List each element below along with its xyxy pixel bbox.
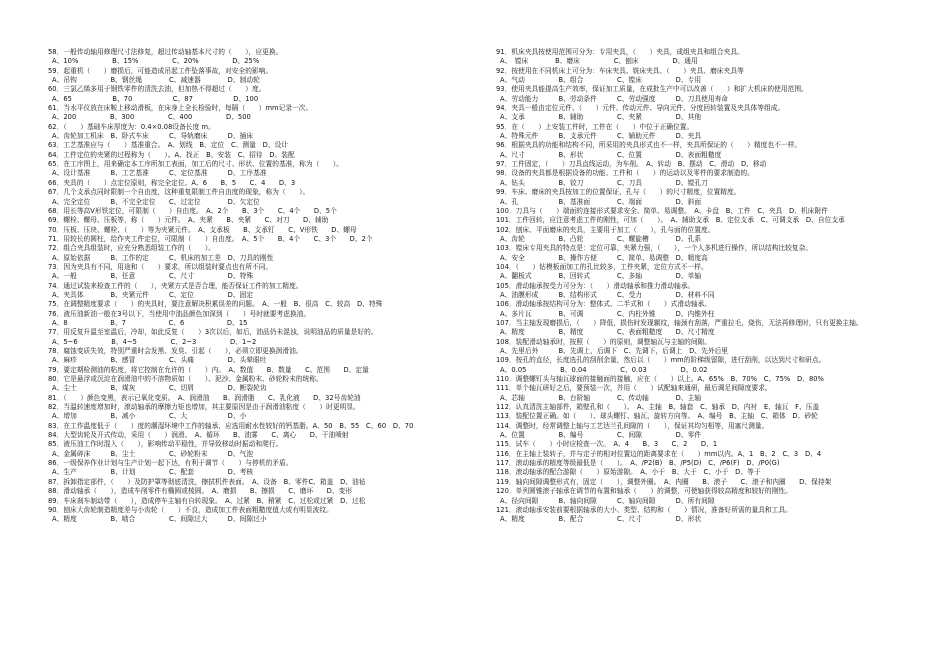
answer-options: A、径向间隙 B、轴向间隙 C、轴向间隙 D、所有间隙: [500, 496, 715, 505]
question-stem: 92．按使用在不同机床上可分为：车床夹具、铣床夹具、（ ）夹具、磨床夹具等: [496, 66, 744, 75]
question-stem: 91．机床夹具按使用范围可分为：专用夹具，（ ）夹具，成组夹具和组合夹具。: [496, 48, 744, 56]
question-stem: 60．三氯乙烯多用于钢铁零件的清洗去油，但加热不得超过（ ）度。: [48, 85, 266, 94]
answer-options: A、吊钩 B、钢丝绳 C、减速器 D、制动轮: [52, 76, 260, 85]
question-stem: 59．起重机（ ）磨损后，可能造成吊起工件坠落事故，对安全的影响。: [48, 66, 273, 75]
question-stem: 119．轴向间隙调整形式有，固定（ ），调整外圈。 A、内圈 B、滚子 C、滚子和内圈 D、保持架: [496, 477, 832, 486]
answer-options: A、精度 B、啮合 C、间隙过大 D、间隙过小: [52, 515, 267, 524]
question-stem: 70．压板、压块、螺栓、（ ）等为夹紧元件。 A、支承板 B、支承钉 C、V形铁 D、螺母: [48, 225, 357, 234]
answer-options: A、精度 B、配合 C、尺寸 D、形状: [500, 515, 702, 524]
question-stem: 98．设备的夹具都是根据设备的功能、工件和（ ）的运动以及零件的要求制造的。: [496, 169, 754, 178]
question-stem: 116．在主轴上装转子，并与定子的相对位置边的距离要求在（ ）mm以内。A、1 B、2 C、3 D、4: [496, 449, 822, 458]
answer-options: A、孔 B、基准面 C、端面 D、斜面: [500, 197, 702, 206]
answer-options: A、65 B、70 C、87 D、100: [52, 94, 259, 103]
question-stem: 78．腐蚀变质失效，特别严重时会发黑、发臭、引起（ ），必须立即更换润滑油。: [48, 347, 303, 355]
question-stem: 99．车床、磨床的夹具按加工的位置保证，孔与（ ）的尺寸精度，位置精度。: [496, 188, 741, 197]
question-stem: 113．装配位置正确。如（ ）、球头螺钉、轴瓦、旋转方向等。 A、编号 B、主轴 C、箱体 D、砂轮: [496, 412, 818, 421]
question-stem: 83．在工作温度低于（ ）度的潮湿环境中工作的轴承，应选用耐水性较好的钙基脂。A、50 B、55 C、60 D、70: [48, 421, 414, 430]
answer-options: A、一般 B、任意 C、尺寸 D、特殊: [52, 272, 254, 281]
question-stem: 88．滑动轴承（ ），造成车削零件有椭圆或棱圆。 A、磨损 B、擦损 C、磨坏 D、变形: [48, 487, 353, 496]
answer-options: A、先里后外 B、先调上，后调下 C、先调下，后调上 D、先外后里: [500, 347, 729, 355]
answer-options: A、200 B、300 C、400 D、500: [52, 113, 251, 122]
question-stem: 76．液压油新油一般在3号以下，当使用中油品颜色加深到（ ）号时就要考虑换油。: [48, 309, 311, 318]
answer-options: A、5~6 B、4~5 C、2~3 D、1~2: [52, 337, 257, 346]
question-stem: 84．大型齿轮及开式传动，采用（ ）润滑。 A、循环 B、油雾 C、离心 D、干油喷射: [48, 431, 349, 440]
question-stem: 64．工件定位的夹紧的过程称为（ ）。A、找正 B、安装 C、招待 D、装配: [48, 150, 295, 159]
question-stem: 85．液压油工作时混入（ ），影响传动平稳性，并导致移动时振动和爬行。: [48, 440, 283, 449]
answer-options: A、尺寸 B、形状 C、位置 D、表面粗糙度: [500, 150, 722, 159]
question-stem: 75．在调整精度要求（ ）的夹具时，要注意解决积累误差的问题。 A、一般 B、很高 C、较高 D、特殊: [48, 300, 383, 309]
answer-options: A、多片瓦 B、可调 C、内柱外锥 D、内锥外柱: [500, 309, 715, 318]
question-stem: 72．组合夹具组装时，应充分熟悉组装工作的（ ）。: [48, 244, 215, 253]
question-stem: 102．刨床、平面磨床的夹具，主要用于加工（ ），孔与面的位置度。: [496, 225, 715, 234]
answer-options: A、特殊元件 B、支承元件 C、辅助元件 D、夹具: [500, 132, 702, 141]
question-stem: 86．一级保养作业计划与生产计划一起下达，有利于调节（ ）与停机的矛盾。: [48, 459, 293, 468]
question-stem: 80．它是悬浮或沉淀在润滑油中的不溶物质如（ ）、泥沙、金属粉末、砂轮粉末的统称。: [48, 375, 323, 384]
question-stem: 103．镗床专用夹具的特点是：定位可靠，夹紧力强，（ ），一个人多机进行操作，所以结构比较复杂。: [496, 244, 813, 253]
answer-options: A、劳动能力 B、劳动条件 C、劳动强度 D、刀具使用寿命: [500, 94, 729, 103]
answer-options: A、生产 B、计划 C、配套 D、考核: [52, 468, 254, 477]
question-stem: 105．滑动轴承按受力可分为：（ ）滑动轴承和推力滑动轴承。: [496, 281, 695, 290]
left-question-column: [48, 48, 468, 525]
question-stem: 96．根据夹具的功能和结构不同，所采用的夹具形式也不一样，夹具所保证的（ ）精度也不一样。: [496, 141, 802, 150]
question-stem: 109．按孔的直径，长度选孔的刮削余量，然后以（ ）mm的阶梯级留隙，进行刮削，以达到尺寸和研点。: [496, 356, 826, 365]
question-stem: 106．滑动轴承按结构可分为：整体式、二半式和（ ）式滑动轴承。: [496, 300, 712, 309]
answer-options: A、气动 B、组合 C、镗床 D、专用: [500, 76, 702, 85]
question-stem: 114．调整时，经常调整上轴与工艺达兰孔间隙的（ ），保证其均匀相等，用塞尺测量。: [496, 421, 769, 430]
question-stem: 77．用反复升温至室温后，冷却，如此反复（ ）3次以后，如后，油品仍未混浊，说明油品的质量是好的。: [48, 328, 378, 337]
answer-options: A、齿轮 B、凸轮 C、螺旋槽 D、孔系: [500, 234, 702, 243]
question-stem: 104．（ ）钻模板面加工的孔比较多，工件夹紧，定位方式不一样。: [496, 262, 708, 271]
right-question-column: [496, 48, 916, 525]
question-stem: 89．车床刹车制动带（ ），造成停车主轴有自转现象。 A、过紧 B、稍紧 C、过松或过紧 D、过松: [48, 496, 366, 505]
question-stem: 118．滚动轴承的配合游隙（ ）原始游隙。 A、小于 B、大于 C、小于 D、等于: [496, 468, 761, 477]
question-stem: 94．夹具一般由定位元件、（ ）元件、传动元件、导向元件、分度回转装置及夹具体等组成。: [496, 104, 785, 113]
question-stem: 79．要定期检测油的粘度，将它控制在允许的（ ）内。 A、数值 B、数量 C、范围 D、定量: [48, 365, 369, 374]
question-stem: 67．几个支承点同时限制一个自由度，这种重复限制工件自由度的现象，称为（ ）。: [48, 188, 310, 197]
question-stem: 68．用长等高V形铁定位，可限制（ ）自由度。 A、2个 B、3个 C、4个 D、5个: [48, 206, 337, 215]
answer-options: A、安全 B、操作方便 C、简单、易调整 D、精度高: [500, 253, 708, 262]
question-stem: 73．因为夹具有不同，用途和（ ）要求，所以组装时要点也有所不同。: [48, 262, 273, 271]
answer-options: A、齿轮加工机床 B、卧式车床 C、导轨磨床 D、插床: [52, 132, 254, 141]
answer-options: A、夹具体 B、夹紧元件 C、定位 D、固定: [52, 290, 254, 299]
question-stem: 71．用较长的圆柱，给作夹工件定位，可限制（ ）自由度。 A、5个 B、4个 C、3个 D、2个: [48, 234, 373, 243]
question-stem: 111．单个轴瓦研好之后，要预装一次，并用（ ）试配轴来通研，最后调足间隙度要求。: [496, 384, 772, 393]
question-stem: 121．滚动轴承安装前要根据轴承的大小、类型、结构和（ ）情况，准备好所需的量具和工具。: [496, 505, 792, 514]
answer-options: A、0.05 B、0.04 C、0.03 D、0.02: [500, 365, 708, 374]
answer-options: A、增加 B、减小 C、大 D、小: [52, 412, 247, 421]
answer-options: A、位置 B、编号 C、间隙 D、零件: [500, 431, 702, 440]
question-stem: 93．使用夹具能提高生产效率，保证加工质量，在成批生产中可以改善（ ）和扩大机床的使用范围。: [496, 85, 808, 94]
question-stem: 87．拆卸指定部件，（ ）及防护罩等彻底清洗，擦拭机件表面。 A、设备 B、零件C、箱盖 D、油毡: [48, 477, 366, 486]
question-stem: 65．在工序图上，用来确定本工序所加工表面，加工后的尺寸、形状、位置的基准，称为（ ）。: [48, 160, 343, 169]
answer-options: A、尘土 B、煤灰 C、切屑 D、断裂轮齿: [52, 384, 267, 393]
answer-options: A、10% B、15% C、20% D、25%: [52, 57, 260, 66]
answer-options: A、金属碎沫 B、尘土 C、砂轮粉末 D、气泡: [52, 449, 254, 458]
question-stem: 81．（ ）颜色变黑，表示已氧化变质。 A、润滑油 B、润滑脂 C、乳化液 D、32号齿轮油: [48, 393, 361, 402]
question-stem: 95．在（ ）上安装工件时，工件在（ ）中位于正确位置。: [496, 122, 694, 131]
question-stem: 74．通过试装来检查工件的（ ），夹紧方式是否合理，能否保证工件的加工精度。: [48, 281, 303, 290]
question-stem: 107．当主轴发现磨损后，（ ）降低，损伤时发现辗纹，轴颈有刮落，严重拉毛，烧伤，无法再修理时，只有更换主轴。: [496, 318, 863, 327]
question-stem: 69．螺栓、螺母、压板等，称（ ）元件。 A、夹紧 B、夹紧 C、对刀 D、辅助: [48, 216, 329, 225]
answer-options: A、设计基准 B、工艺基准 C、定位基准 D、工序基准: [52, 169, 267, 178]
answer-options: A、油膜形成 B、结构形式 C、受力 D、材料不同: [500, 290, 715, 299]
question-stem: 115．试车（ ）小时应检查一次。 A、4 B、3 C、2 D、1: [496, 440, 718, 449]
question-stem: 82．当温转速度增加时，滚动轴承的摩擦力矩也增加，其主要原因是由于润滑油粘度（ ）时更明显。: [48, 403, 360, 412]
question-stem: 66．夹具的（ ）点定位原则，称完全定位。A、6 B、5 C、4 D、3: [48, 178, 296, 187]
answer-options: A、芯轴 B、台阶轴 C、传动轴 D、主轴: [500, 393, 702, 402]
answer-options: A、钻头 B、铰刀 C、刀具 D、镗孔刀: [500, 178, 708, 187]
question-stem: 112．认真清洗主轴部件，箱壁孔和（ ）。 A、主轴 B、轴套 C、轴承 D、内衬 E、轴瓦 F、压盖: [496, 403, 820, 412]
question-stem: 120．单列圆锥滚子轴承在调节的布置和轴承（ ）的调整，可使轴获得较高精度和较好的刚性。: [496, 487, 792, 496]
question-stem: 62．（ ）基础车床厚度为：0.4×0.08设备长度 m。: [48, 122, 215, 131]
question-stem: 110．调整螺钉头与轴瓦球面的接触面的接触，应在（ ）以上。A、65% B、70% C、75% D、80%: [496, 375, 824, 384]
question-stem: 100．刀具与（ ）端面的连接形式要求安全、简单、易调整。 A、卡盘 B、工件 C、夹具 D、机床附件: [496, 206, 828, 215]
answer-options: A、麻疹 B、感冒 C、头痛 D、头晕眼吐: [52, 356, 267, 365]
question-stem: 117．滚动轴承的精度等级最低是（ ）。 A、/P2(B) B、/P5(D) C、/P6(F) D、/P0(G): [496, 459, 780, 468]
answer-options: A、8 B、7 C、6 D、15: [52, 318, 248, 327]
answer-options: A、支承 B、辅助 C、夹紧 D、其他: [500, 113, 702, 122]
question-stem: 97．工件固定，（ ）刀具直线运动，为车削。 A、转动 B、摆动 C、滑动 D、移动: [496, 160, 767, 169]
question-stem: 101．工件回转，应注意考虑工件的刚性，可加（ ）。 A、辅助支承 B、定位支承 C、可调支承 D、自位支承: [496, 216, 845, 225]
question-stem: 63．工艺基准应与（ ）基准重合。 A、划线 B、定位 C、测量 D、设计: [48, 141, 289, 150]
answer-options: A、 镗床 B、磨床 C、刨床 D、通用: [500, 57, 698, 66]
question-stem: 61．当水平仪放在床鞍上移动滑板，在床身上全长检验时，每隔（ ）mm记录一次。: [48, 104, 313, 113]
question-stem: 90．刨床大齿轮制造精度差与小齿轮（ ）不良，造成加工件表面粗糙度值大或有明显波纹。: [48, 505, 333, 514]
answer-options: A、翻板式 B、回转式 C、多轴 D、单轴: [500, 272, 702, 281]
question-stem: 58．一般传动轴用修理尺寸法修复，超过传动轴基本尺寸的（ ），应更换。: [48, 48, 283, 56]
answer-options: A、原始依据 B、工作的定 C、机床的加工差 D、刀具的刚性: [52, 253, 274, 262]
answer-options: A、完全定位 B、不完全定位 C、过定位 D、欠定位: [52, 197, 260, 206]
answer-options: A、精度 B、精度 C、表面粗糙度 D、尺寸精度: [500, 328, 715, 337]
question-stem: 108．装配滑动轴承时，按照（ ）的原则，调整轴瓦与主轴的间隙。: [496, 337, 712, 346]
